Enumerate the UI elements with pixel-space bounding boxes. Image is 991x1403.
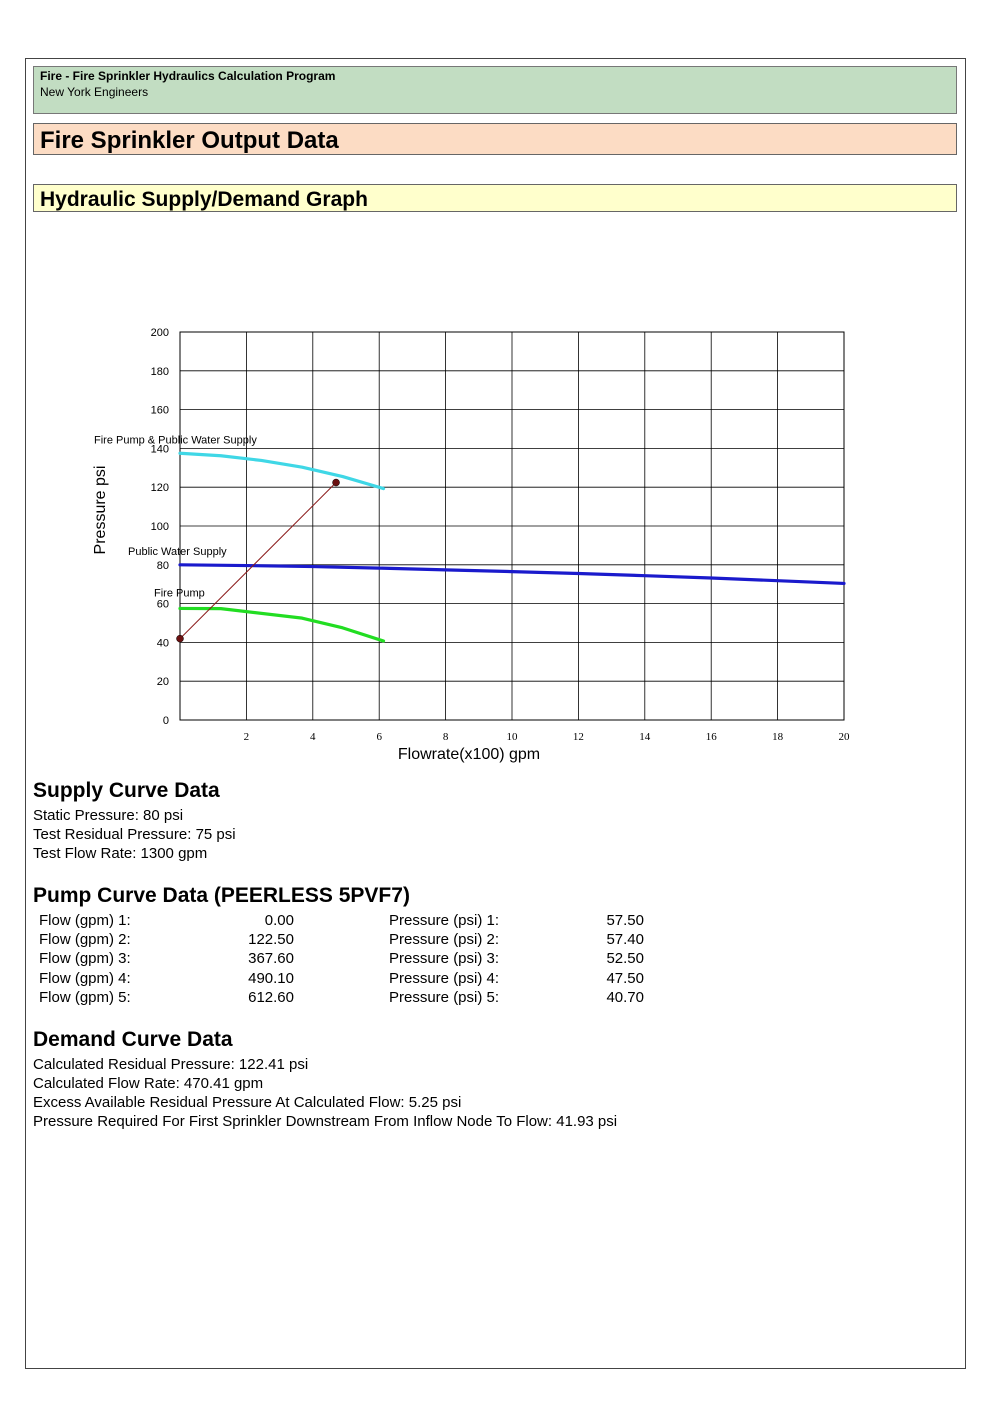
series-label: Fire Pump & Public Water Supply: [94, 434, 257, 447]
pump-flow-value: 490.10: [248, 969, 294, 987]
test-flow-rate: Test Flow Rate: 1300 gpm: [33, 845, 208, 862]
pump-pressure-label: Pressure (psi) 4:: [389, 969, 500, 987]
y-tick-label: 0: [162, 715, 169, 727]
y-tick-label: 120: [150, 482, 169, 495]
y-tick-label: 40: [156, 637, 169, 650]
pump-pressure-value: 47.50: [606, 969, 644, 987]
y-tick-label: 180: [150, 365, 169, 378]
x-axis-label: Flowrate(x100) gpm: [397, 746, 541, 763]
x-tick-label: 18: [772, 731, 784, 743]
pump-flow-value: 0.00: [264, 912, 294, 929]
calculated-flow-rate: Calculated Flow Rate: 470.41 gpm: [33, 1075, 264, 1092]
x-tick-label: 14: [639, 731, 651, 743]
pump-pressure-value: 40.70: [606, 988, 644, 1006]
pump-heading: Pump Curve Data (PEERLESS 5PVF7): [33, 884, 410, 907]
pump-pressure-label: Pressure (psi) 2:: [389, 931, 500, 949]
x-tick-label: 2: [243, 731, 250, 743]
y-tick-label: 140: [150, 443, 169, 456]
pump-flow-value: 612.60: [248, 988, 294, 1006]
x-tick-label: 10: [506, 731, 518, 743]
pump-pressure-value: 57.50: [606, 912, 644, 929]
x-tick-label: 20: [838, 731, 850, 743]
graph-title: Hydraulic Supply/Demand Graph: [40, 188, 368, 211]
demand-heading: Demand Curve Data: [33, 1028, 233, 1051]
chart-grid: [180, 332, 844, 720]
demand-point: [177, 635, 184, 642]
y-tick-label: 100: [150, 521, 169, 533]
pump-pressure-value: 52.50: [606, 950, 644, 968]
pump-flow-label: Flow (gpm) 4:: [39, 969, 131, 987]
y-tick-label: 160: [150, 404, 169, 417]
x-tick-label: 8: [442, 731, 449, 743]
first-sprinkler-pressure: Pressure Required For First Sprinkler Downstream From Inflow Node To Flow: 41.93 psi: [33, 1113, 618, 1130]
pump-flow-label: Flow (gpm) 5:: [39, 988, 131, 1006]
excess-residual-pressure: Excess Available Residual Pressure At Calculated Flow: 5.25 psi: [33, 1094, 462, 1111]
pump-pressure-value: 57.40: [606, 931, 644, 949]
x-tick-label: 6: [376, 731, 382, 743]
output-title: Fire Sprinkler Output Data: [40, 127, 339, 154]
test-residual-pressure: Test Residual Pressure: 75 psi: [33, 826, 236, 843]
static-pressure: Static Pressure: 80 psi: [33, 807, 184, 824]
x-tick-label: 4: [310, 731, 316, 743]
pump-flow-label: Flow (gpm) 1:: [39, 912, 131, 929]
pump-pressure-label: Pressure (psi) 5:: [389, 988, 500, 1006]
y-tick-label: 200: [150, 327, 169, 339]
x-tick-label: 16: [705, 731, 717, 743]
pump-pressure-label: Pressure (psi) 1:: [389, 912, 500, 929]
pump-flow-value: 367.60: [248, 950, 294, 968]
series-label: Public Water Supply: [128, 545, 227, 558]
pump-flow-label: Flow (gpm) 3:: [39, 950, 131, 968]
supply-heading: Supply Curve Data: [33, 779, 220, 802]
program-title: Fire - Fire Sprinkler Hydraulics Calculation Program: [40, 69, 336, 83]
demand-point: [333, 479, 340, 486]
x-tick-label: 12: [572, 731, 584, 743]
y-tick-label: 80: [156, 559, 169, 572]
calculated-residual-pressure: Calculated Residual Pressure: 122.41 psi: [33, 1056, 309, 1073]
y-tick-label: 60: [156, 598, 169, 611]
pump-flow-label: Flow (gpm) 2:: [39, 931, 131, 949]
y-axis-label: Pressure psi: [92, 465, 109, 555]
pump-flow-value: 122.50: [248, 931, 294, 949]
y-tick-label: 20: [156, 676, 169, 689]
company-name: New York Engineers: [40, 85, 149, 99]
series-label: Fire Pump: [154, 587, 205, 600]
pump-pressure-label: Pressure (psi) 3:: [389, 950, 500, 968]
